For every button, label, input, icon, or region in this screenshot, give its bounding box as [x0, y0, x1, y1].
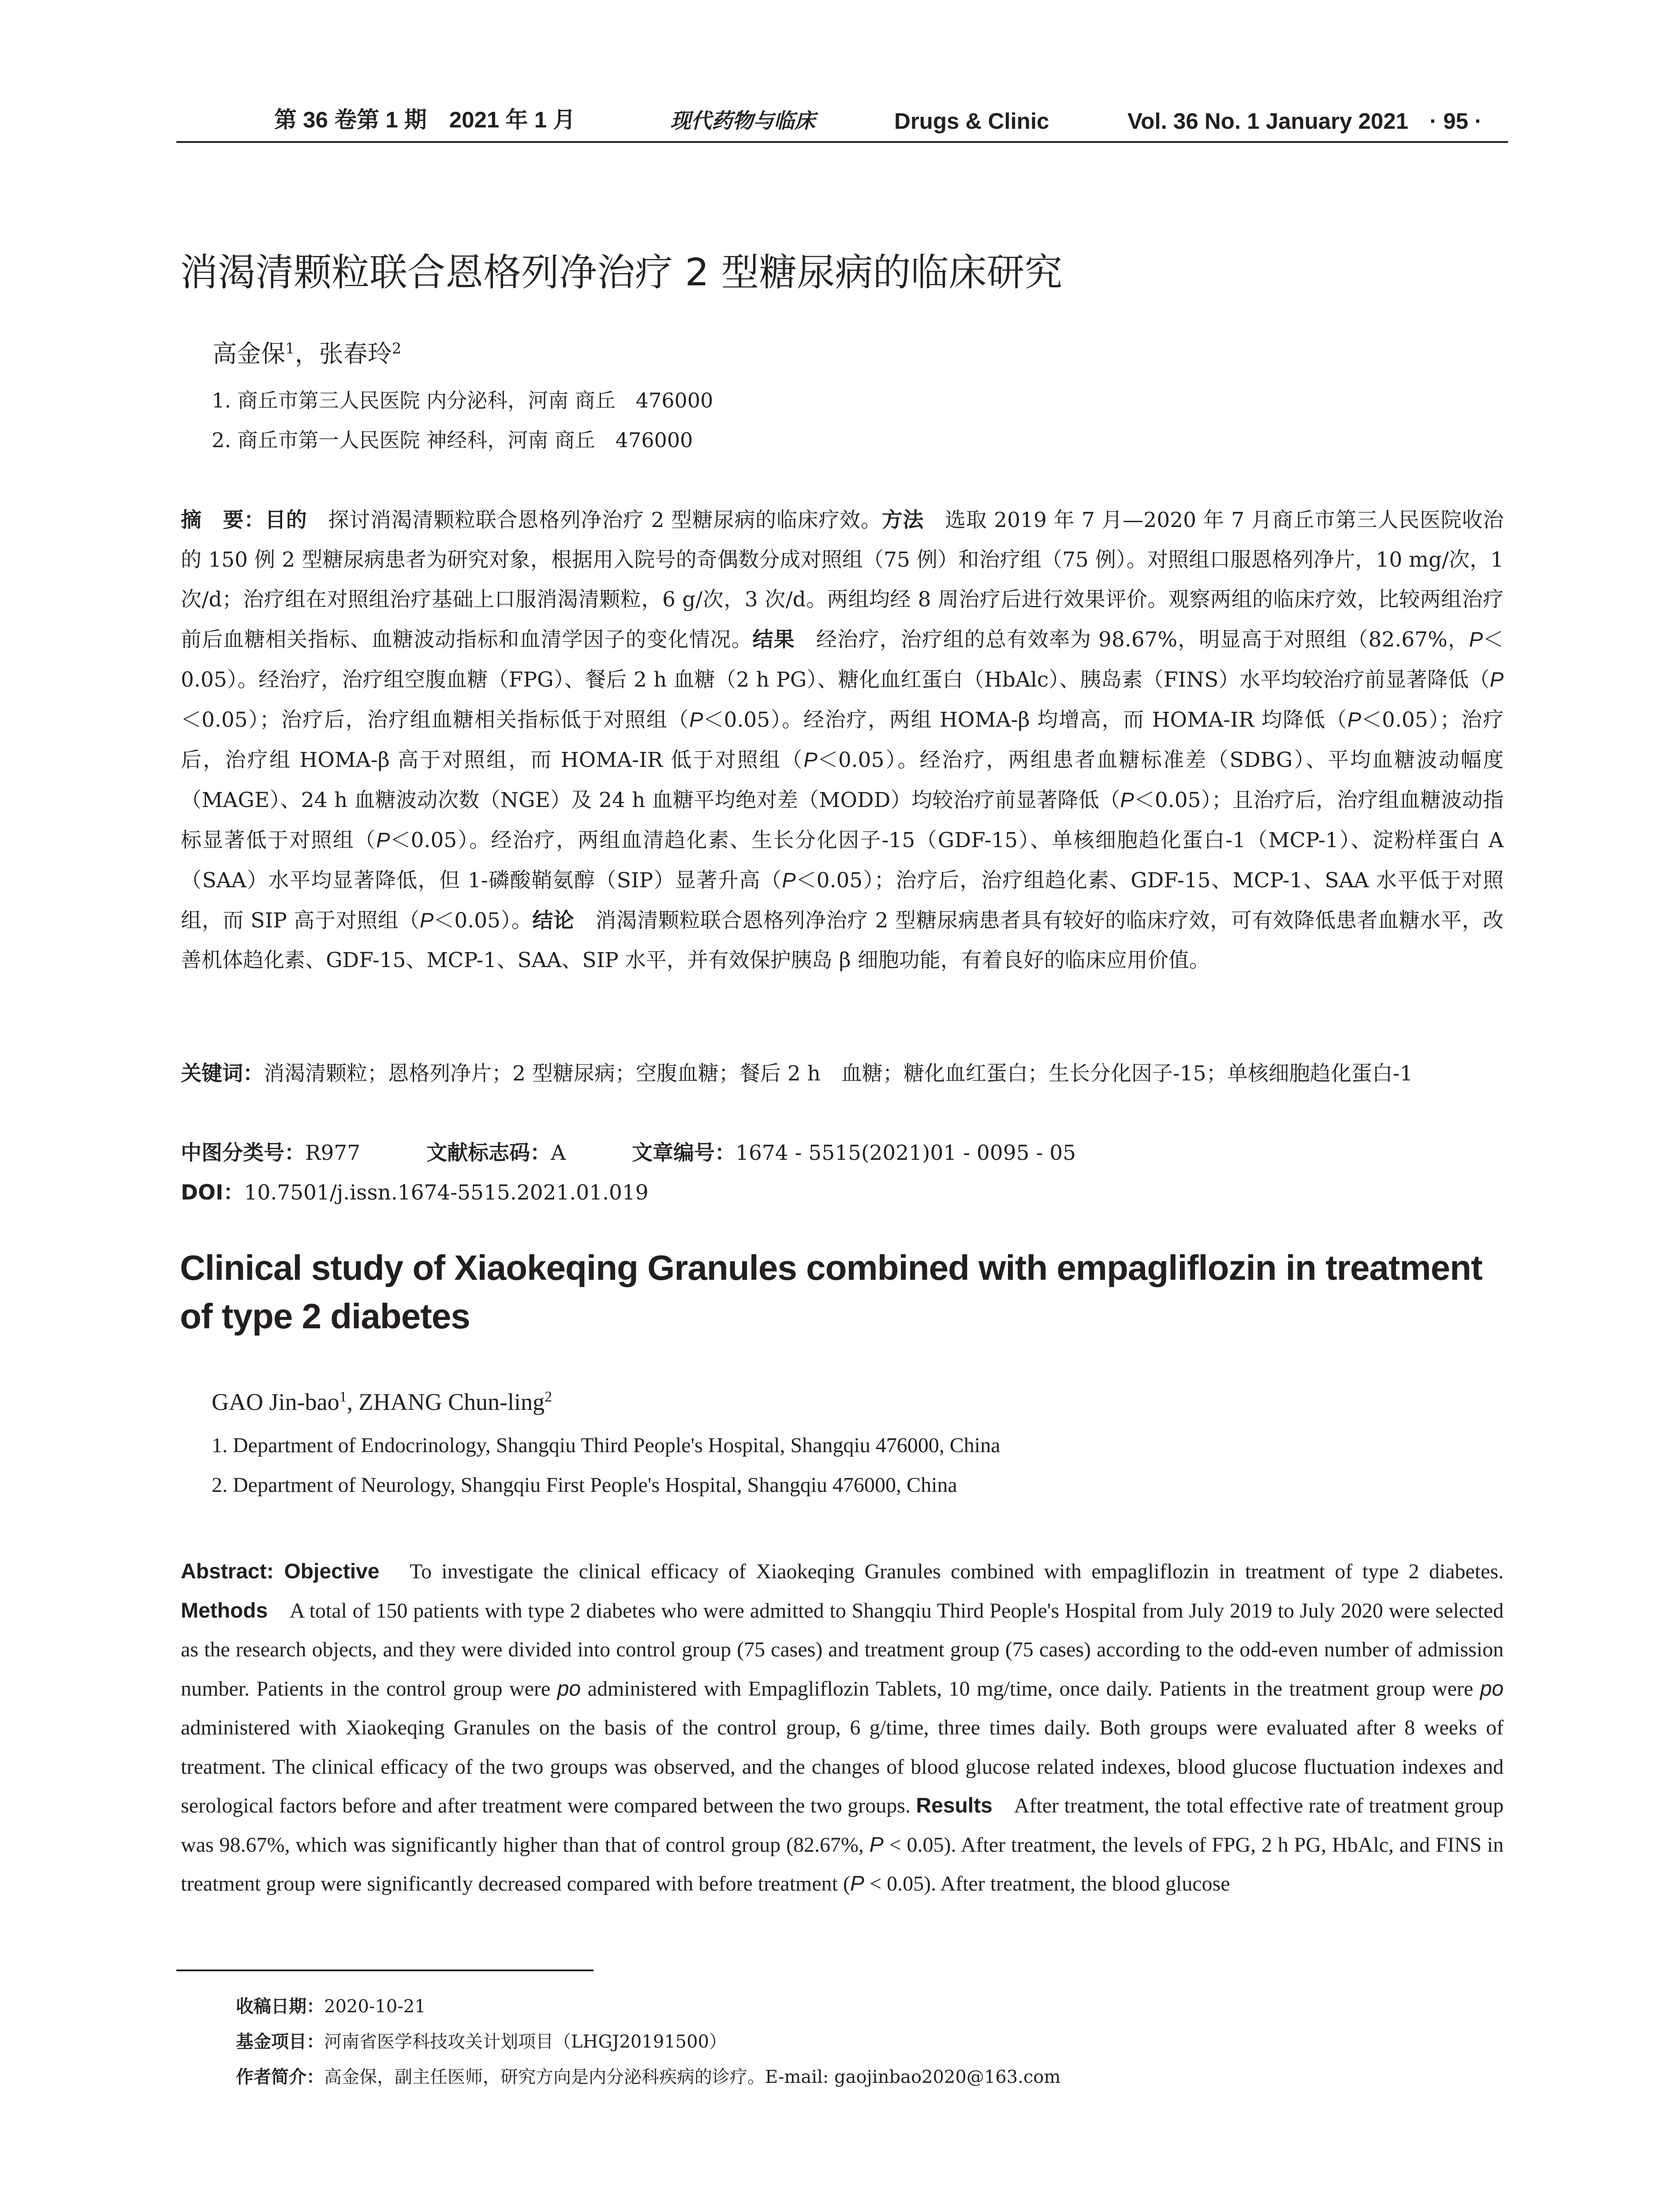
p-symbol: P: [1347, 708, 1361, 731]
en-author-sep: ,: [347, 1389, 359, 1415]
zh-abstract-label: 摘 要：: [181, 508, 265, 532]
header-journal-zh: 现代药物与临床: [670, 109, 815, 133]
en-methods-text-1: A total of 150 patients with type 2 diabetes who were admitted to Shangqiu Third People's Hospital from July 2019 to July 2020 were selected as the research objects, and they were divided into control group (75 cases) and treatment group (75 cases) according to the odd-even number of admission number. Patients in the control group were: [181, 1599, 1504, 1700]
zh-author-1-sup: 1: [285, 340, 295, 358]
en-author-2-sup: 2: [544, 1389, 552, 1405]
p-symbol: P: [803, 748, 818, 771]
en-objective-text: To investigate the clinical efficacy of Xiaokeqing Granules combined with empagliflozin in treatment of type 2 diabetes.: [379, 1560, 1504, 1583]
header-page-number: · 95 ·: [1430, 108, 1482, 134]
zh-affiliation-2: 2. 商丘市第一人民医院 神经科，河南 商丘 476000: [212, 428, 693, 452]
p-symbol: P: [850, 1872, 865, 1895]
fund-label: 基金项目：: [236, 2032, 324, 2052]
received-value: 2020-10-21: [324, 1996, 426, 2017]
received-label: 收稿日期：: [236, 1996, 324, 2017]
doc-code-value: A: [551, 1141, 566, 1165]
zh-conclusion-label: 结论: [532, 908, 575, 933]
zh-results-text-5: ＜0.05）；治疗后，治疗组 HOMA-β 高于对照组，而 HOMA-IR 低于对照组（: [181, 708, 1504, 772]
en-results-text-2: < 0.05). After treatment, the levels of FPG, 2 h PG, HbAlc, and FINS in treatment group were significantly decreased compared with before treatment (: [181, 1833, 1504, 1895]
footnote-rule: [176, 1970, 594, 1971]
zh-results-text-2: ＜0.05）。经治疗，治疗组空腹血糖（FPG）、餐后 2 h 血糖（2 h PG）、糖化血红蛋白（HbAlc）、胰岛素（FINS）水平均较治疗前显著降低（: [181, 628, 1504, 692]
zh-methods-label: 方法: [881, 508, 924, 532]
zh-results-label: 结果: [752, 628, 795, 652]
footnote-author: [236, 2063, 1060, 2088]
p-symbol: P: [419, 908, 434, 932]
en-author-1: GAO Jin-bao: [212, 1389, 340, 1415]
zh-abstract: [181, 501, 1504, 980]
en-affiliation-1: 1. Department of Endocrinology, Shangqiu Third People's Hospital, Shangqiu 476000, China: [212, 1434, 1001, 1457]
zh-conclusion-text: 消渴清颗粒联合恩格列净治疗 2 型糖尿病患者具有较好的临床疗效，可有效降低患者血糖水平，改善机体趋化素、GDF-15、MCP-1、SAA、SIP 水平，并有效保护胰岛 β 细胞功能，有着良好的临床应用价值。: [181, 908, 1504, 972]
zh-results-text-3: ＜0.05）；治疗后，治疗组血糖相关指标低于对照组（: [181, 708, 690, 732]
p-symbol: P: [869, 1833, 884, 1857]
zh-keywords-label: 关键词：: [181, 1061, 264, 1086]
header-volume-zh: 第 36 卷第 1 期 2021 年 1 月: [274, 107, 576, 132]
article-no-label: 文章编号：: [632, 1141, 736, 1165]
zh-objective-label: 目的: [265, 508, 307, 532]
zh-keywords-text: 消渴清颗粒；恩格列净片；2 型糖尿病；空腹血糖；餐后 2 h 血糖；糖化血红蛋白；生长分化因子-15；单核细胞趋化蛋白-1: [264, 1061, 1413, 1086]
author-bio-value: 高金保，副主任医师，研究方向是内分泌科疾病的诊疗。E-mail: gaojinbao2020@163.com: [324, 2067, 1061, 2087]
po-italic: po: [557, 1677, 581, 1700]
zh-methods-text: 选取 2019 年 7 月—2020 年 7 月商丘市第三人民医院收治的 150 例 2 型糖尿病患者为研究对象，根据用入院号的奇偶数分成对照组（75 例）和治疗组（75 例）。对照组口服恩格列净片，10 mg/次，1 次/d；治疗组在对照组治疗基础上口服消渴清颗粒，6 g/次，3 次/d。两组均经 8 周治疗后进行效果评价。观察两组的临床疗效，比较两组治疗前后血糖相关指标、血糖波动指标和血清学因子的变化情况。: [181, 508, 1504, 652]
en-affiliation-2: 2. Department of Neurology, Shangqiu First People's Hospital, Shangqiu 476000, China: [212, 1473, 957, 1497]
zh-author-1: 高金保: [213, 340, 286, 368]
en-methods-label: Methods: [181, 1599, 268, 1622]
article-no-value: 1674 - 5515(2021)01 - 0095 - 05: [735, 1141, 1076, 1165]
en-results-text-3: < 0.05). After treatment, the blood glucose: [864, 1872, 1230, 1895]
zh-objective-text: 探讨消渴清颗粒联合恩格列净治疗 2 型糖尿病的临床疗效。: [307, 508, 882, 532]
p-symbol: P: [376, 828, 390, 852]
en-results-text-1: After treatment, the total effective rate of treatment group was 98.67%, which was significantly higher than that of control group (82.67%,: [181, 1794, 1504, 1857]
po-italic: po: [1480, 1677, 1504, 1700]
zh-title: 消渴清颗粒联合恩格列净治疗 2 型糖尿病的临床研究: [180, 250, 1063, 295]
author-bio-label: 作者简介：: [236, 2067, 324, 2087]
zh-author-2-sup: 2: [392, 340, 402, 358]
zh-affiliation-1: 1. 商丘市第三人民医院 内分泌科，河南 商丘 476000: [212, 389, 713, 412]
p-symbol: P: [1469, 628, 1483, 651]
zh-results-text-10: ＜0.05）。: [433, 908, 533, 933]
zh-results-text-8: ＜0.05）。经治疗，两组血清趋化素、生长分化因子-15（GDF-15）、单核细胞趋化蛋白-1（MCP-1）、淀粉样蛋白 A（SAA）水平均显著降低，但 1-磷酸鞘氨醇（SIP）显著升高（: [181, 828, 1504, 893]
p-symbol: P: [689, 708, 703, 731]
zh-results-text-1: 经治疗，治疗组的总有效率为 98.67%，明显高于对照组（82.67%，: [795, 628, 1469, 652]
en-author-1-sup: 1: [339, 1389, 347, 1405]
en-authors: [212, 1388, 1534, 1416]
doi-label: DOI：: [181, 1181, 244, 1205]
en-results-label: Results: [916, 1794, 993, 1817]
en-title: Clinical study of Xiaokeqing Granules combined with empagliflozin in treatment of type 2 diabetes: [180, 1248, 1482, 1336]
classification-line: [181, 1133, 1504, 1173]
zh-authors: [213, 334, 1535, 369]
zh-author-sep: ，: [295, 340, 319, 368]
en-methods-text-3: administered with Xiaokeqing Granules on the basis of the control group, 6 g/time, three times daily. Both groups were evaluated after 8 weeks of treatment. The clinical efficacy of the two groups was observed, and the changes of blood glucose related indexes, blood glucose fluctuation indexes and serological factors before and after treatment were compared between the two groups.: [181, 1716, 1504, 1817]
header-journal-en: Drugs & Clinic: [894, 108, 1049, 134]
doi-line: [181, 1173, 1504, 1213]
footnote-fund: [236, 2028, 727, 2053]
p-symbol: P: [782, 868, 796, 892]
doc-code-label: 文献标志码：: [426, 1141, 551, 1165]
zh-keywords: [181, 1054, 1504, 1094]
header-rule: [176, 141, 1508, 143]
doi-value: 10.7501/j.issn.1674-5515.2021.01.019: [244, 1181, 649, 1205]
zh-results-text-4: ＜0.05）。经治疗，两组 HOMA-β 均增高，而 HOMA-IR 均降低（: [703, 708, 1348, 732]
en-author-2: ZHANG Chun-ling: [358, 1389, 545, 1415]
zh-results-text-9: ＜0.05）；治疗后，治疗组趋化素、GDF-15、MCP-1、SAA 水平低于对照组，而 SIP 高于对照组（: [181, 868, 1504, 933]
en-methods-text-2: administered with Empagliflozin Tablets, 10 mg/time, once daily. Patients in the treatment group were: [581, 1677, 1480, 1700]
p-symbol: P: [1490, 668, 1504, 691]
zh-author-2: 张春玲: [319, 340, 392, 368]
clc-value: R977: [305, 1141, 361, 1165]
header-volume-en: Vol. 36 No. 1 January 2021: [1127, 108, 1408, 134]
en-abstract: [181, 1552, 1504, 1904]
en-abstract-label: Abstract: Objective: [181, 1560, 380, 1583]
p-symbol: P: [1120, 788, 1134, 811]
zh-results-text-6: ＜0.05）。经治疗，两组患者血糖标准差（SDBG）、平均血糖波动幅度（MAGE）、24 h 血糖波动次数（NGE）及 24 h 血糖平均绝对差（MODD）均较治疗前显著降低（: [181, 748, 1504, 812]
clc-label: 中图分类号：: [181, 1141, 305, 1165]
fund-value: 河南省医学科技攻关计划项目（LHGJ20191500）: [324, 2032, 727, 2052]
zh-results-text-7: ＜0.05）；且治疗后，治疗组血糖波动指标显著低于对照组（: [181, 788, 1504, 852]
footnote-received: [236, 1992, 426, 2018]
